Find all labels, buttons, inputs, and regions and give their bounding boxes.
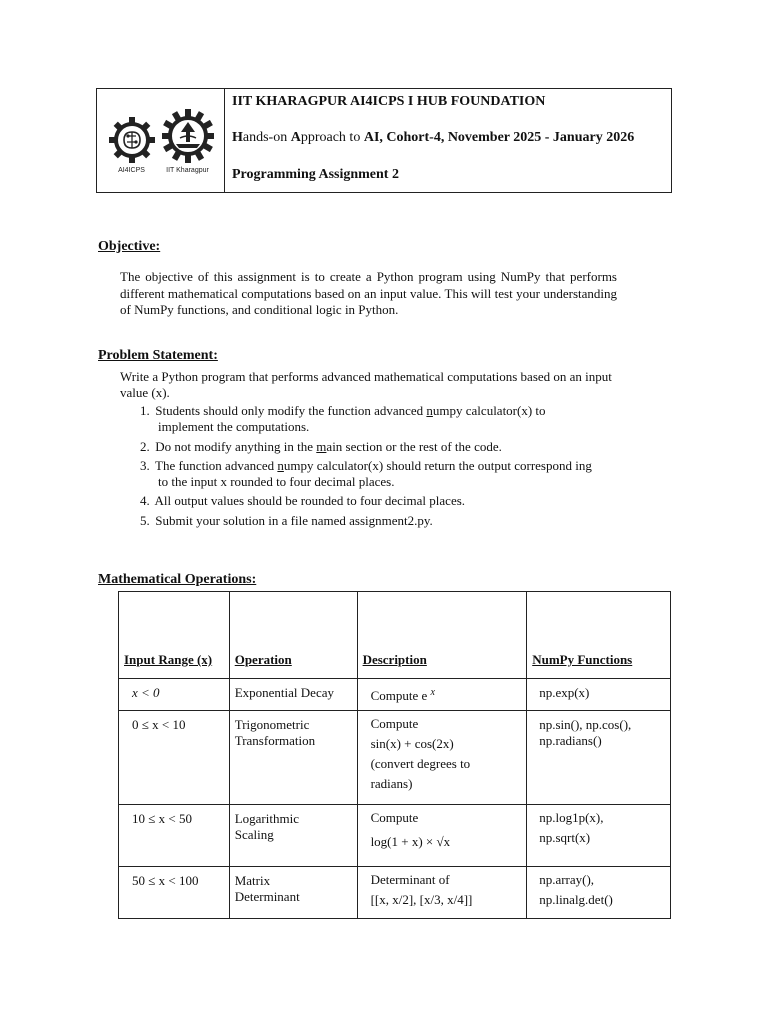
table-header-row	[119, 592, 671, 679]
logo-cell	[97, 89, 225, 192]
cell-description: Determinant of [[x, x/2], [x/3, x/4]]	[357, 867, 527, 919]
cell-functions: np.exp(x)	[527, 679, 671, 711]
cell-range: 0 ≤ x < 10	[119, 711, 230, 805]
problem-list	[140, 403, 630, 529]
objective-text: The objective of this assignment is to create a Python program using NumPy that performs different mathematical computations based on an input value. This will test your understanding of NumPy functions, and conditional logic in Python.	[120, 269, 617, 317]
iit-seal-icon	[162, 108, 214, 164]
title-cell	[225, 89, 671, 192]
problem-intro: Write a Python program that performs advanced mathematical computations based on an input value (x).	[120, 369, 612, 400]
list-item: 5. Submit your solution in a file named assignment2.py.	[140, 513, 433, 528]
math-ops-heading: Mathematical Operations:	[98, 572, 257, 587]
cell-functions: np.array(), np.linalg.det()	[527, 867, 671, 919]
iit-kharagpur-logo	[162, 108, 214, 174]
list-item: 3. The function advanced numpy calculator(x) should return the output correspond ing to the input x rounded to four decimal places.	[140, 458, 592, 489]
cell-operation: Matrix Determinant	[229, 867, 357, 919]
org-name: IIT KHARAGPUR AI4ICPS I HUB FOUNDATION	[232, 94, 546, 109]
cell-description: Compute e $^x$	[357, 679, 527, 711]
cell-operation: Logarithmic Scaling	[229, 805, 357, 867]
table-row	[119, 805, 671, 867]
table-row	[119, 867, 671, 919]
header-box	[96, 88, 672, 193]
course-title: Hands-on Approach to AI, Cohort-4, November 2025 - January 2026	[232, 130, 635, 145]
col-header-input-range: Input Range (x)	[119, 592, 230, 679]
list-item: 2. Do not modify anything in the main section or the rest of the code.	[140, 439, 502, 454]
cell-range: 50 ≤ x < 100	[119, 867, 230, 919]
cell-operation: Exponential Decay	[229, 679, 357, 711]
operations-table	[118, 591, 671, 919]
gear-brain-icon	[108, 116, 156, 164]
cell-range: 10 ≤ x < 50	[119, 805, 230, 867]
col-header-operation: Operation	[229, 592, 357, 679]
cell-description: Compute log(1 + x) × √x	[357, 805, 527, 867]
cell-operation: Trigonometric Transformation	[229, 711, 357, 805]
iit-kharagpur-caption: IIT Kharagpur	[166, 166, 209, 174]
cell-functions: np.log1p(x), np.sqrt(x)	[527, 805, 671, 867]
col-header-description: Description	[357, 592, 527, 679]
assignment-title: Programming Assignment 2	[232, 167, 399, 182]
table-row	[119, 711, 671, 805]
cell-description: Compute sin(x) + cos(2x) (convert degrees to radians)	[357, 711, 527, 805]
problem-heading: Problem Statement:	[98, 348, 218, 363]
col-header-numpy-functions: NumPy Functions	[527, 592, 671, 679]
list-item: 4. All output values should be rounded to four decimal places.	[140, 493, 466, 508]
list-item: 1. Students should only modify the function advanced numpy calculator(x) to implement the computations.	[140, 403, 546, 434]
ai4icps-caption: AI4ICPS	[118, 166, 145, 174]
ai4icps-logo	[108, 116, 156, 174]
cell-functions: np.sin(), np.cos(), np.radians()	[527, 711, 671, 805]
cell-range: x < 0	[119, 679, 230, 711]
objective-heading: Objective:	[98, 239, 161, 254]
table-row	[119, 679, 671, 711]
